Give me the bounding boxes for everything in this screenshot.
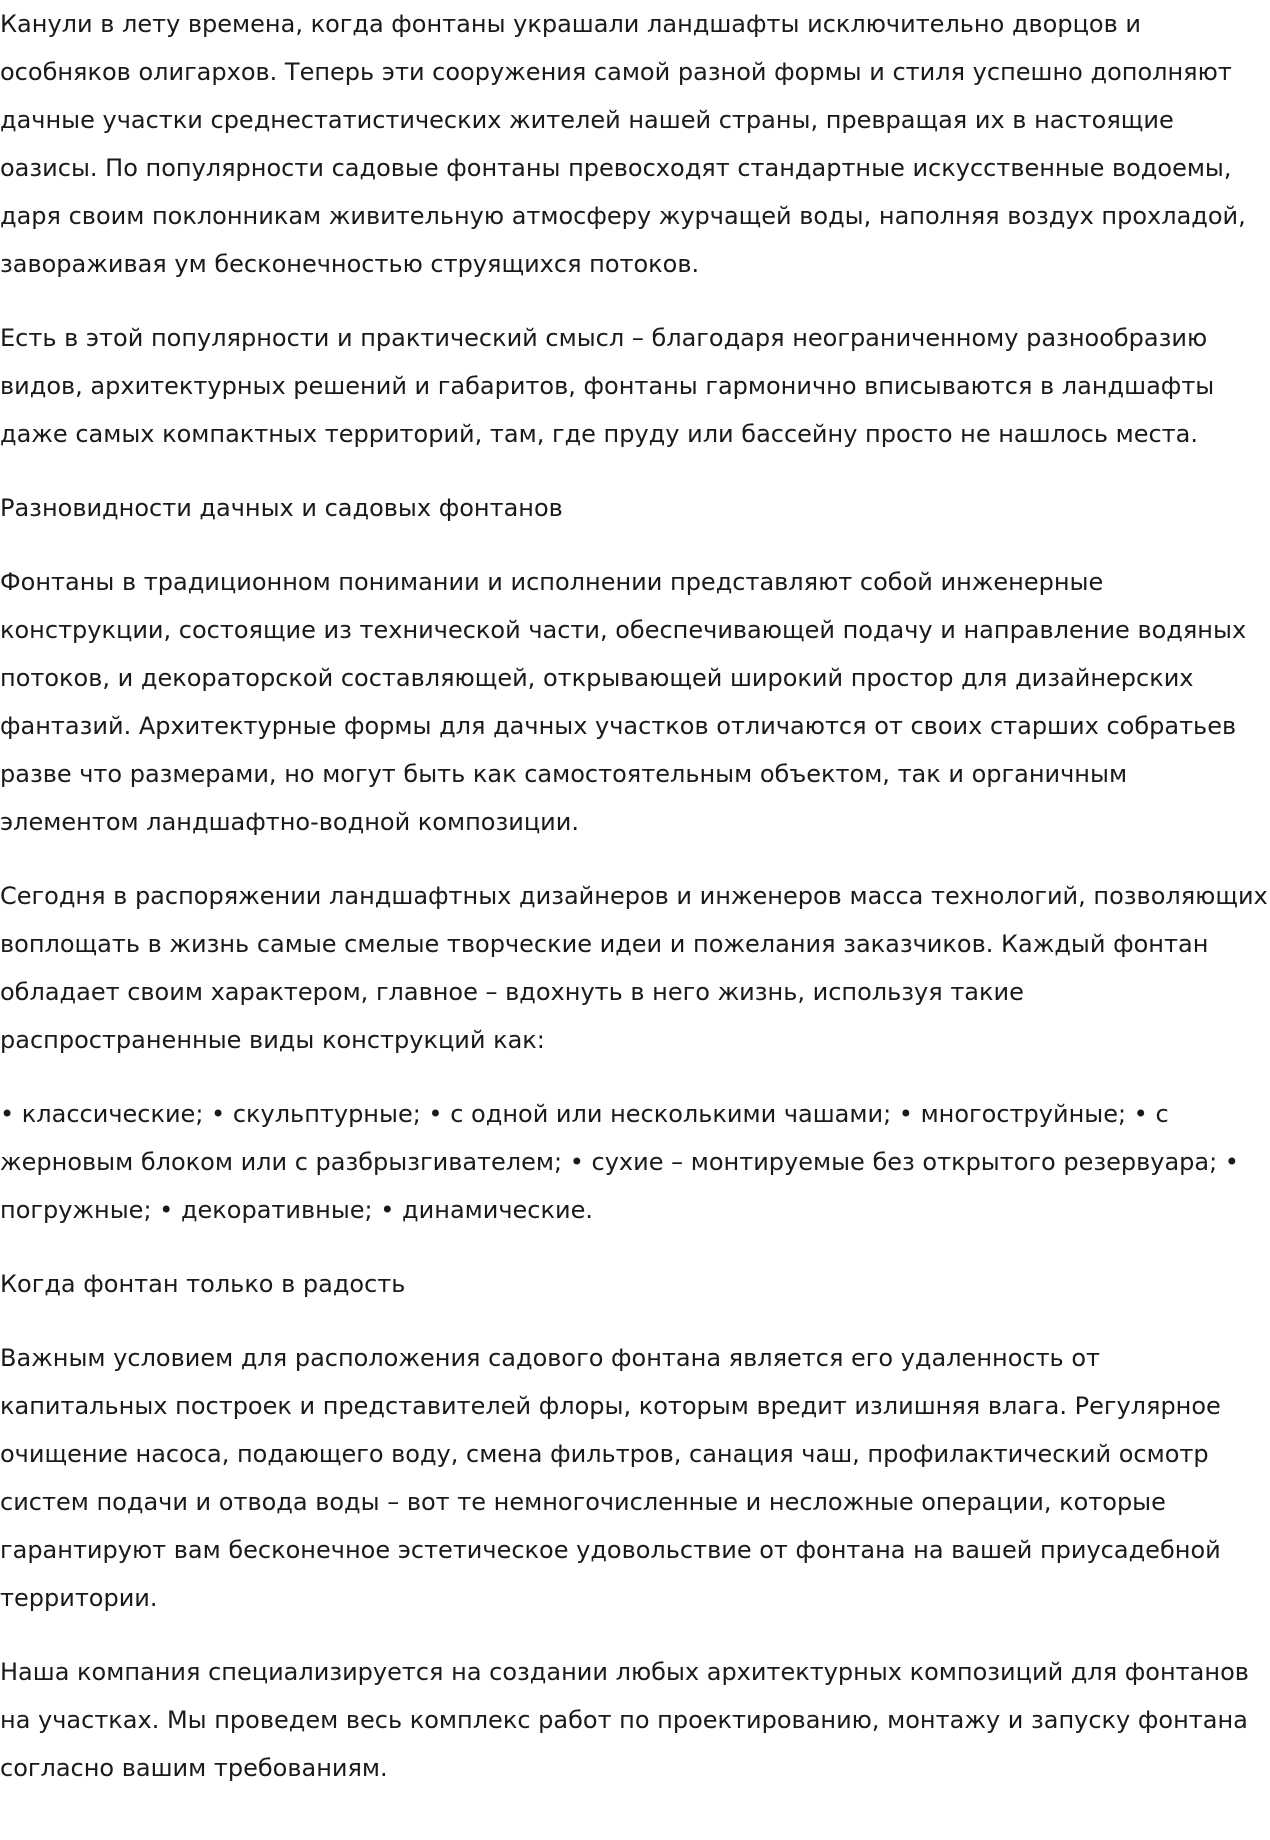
practical-sense-paragraph: Есть в этой популярности и практический смысл – благодаря неограниченному разнообразию видов, архитектурных решений и габаритов, фонтаны гармонично вписываются в ландшафты даже самых компактных территорий, там, где пруду или бассейну просто не нашлось места. (0, 324, 1215, 448)
traditional-fountains-paragraph: Фонтаны в традиционном понимании и исполнении представляют собой инженерные конструкции, состоящие из технической части, обеспечивающей подачу и направление водяных потоков, и декораторской составляющей, открывающей широкий простор для дизайнерских фантазий. Архитектурные формы для дачных участков отличаются от своих старших собратьев разве что размерами, но могут быть как самостоятельным объектом, так и органичным элементом ландшафтно-водной композиции. (0, 568, 1247, 836)
company-paragraph: Наша компания специализируется на создании любых архитектурных композиций для фонтанов на участках. Мы проведем весь комплекс работ по проектированию, монтажу и запуску фонтана согласно вашим требованиям. (0, 1658, 1249, 1782)
technologies-paragraph: Сегодня в распоряжении ландшафтных дизайнеров и инженеров масса технологий, позволяющих воплощать в жизнь самые смелые творческие идеи и пожелания заказчиков. Каждый фонтан обладает своим характером, главное – вдохнуть в него жизнь, используя такие распространенные виды конструкций как: (0, 882, 1268, 1054)
section-heading-joy: Когда фонтан только в радость (0, 1270, 406, 1298)
intro-paragraph: Канули в лету времена, когда фонтаны украшали ландшафты исключительно дворцов и особняков олигархов. Теперь эти сооружения самой разной формы и стиля успешно дополняют дачные участки среднестатистических жителей нашей страны, превращая их в настоящие оазисы. По популярности садовые фонтаны превосходят стандартные искусственные водоемы, даря своим поклонникам живительную атмосферу журчащей воды, наполняя воздух прохладой, завораживая ум бесконечностью струящихся потоков. (0, 10, 1246, 278)
fountain-types-list: • классические; • скульптурные; • с одной или несколькими чашами; • многоструйные; • с жерновым блоком или с разбрызгивателем; • сухие – монтируемые без открытого резервуара; • погружные; • декоративные; • динамические. (0, 1100, 1239, 1224)
maintenance-paragraph: Важным условием для расположения садового фонтана является его удаленность от капитальных построек и представителей флоры, которым вредит излишняя влага. Регулярное очищение насоса, подающего воду, смена фильтров, санация чаш, профилактический осмотр систем подачи и отвода воды – вот те немногочисленные и несложные операции, которые гарантируют вам бесконечное эстетическое удовольствие от фонтана на вашей приусадебной территории. (0, 1344, 1221, 1612)
section-heading-varieties: Разновидности дачных и садовых фонтанов (0, 494, 563, 522)
